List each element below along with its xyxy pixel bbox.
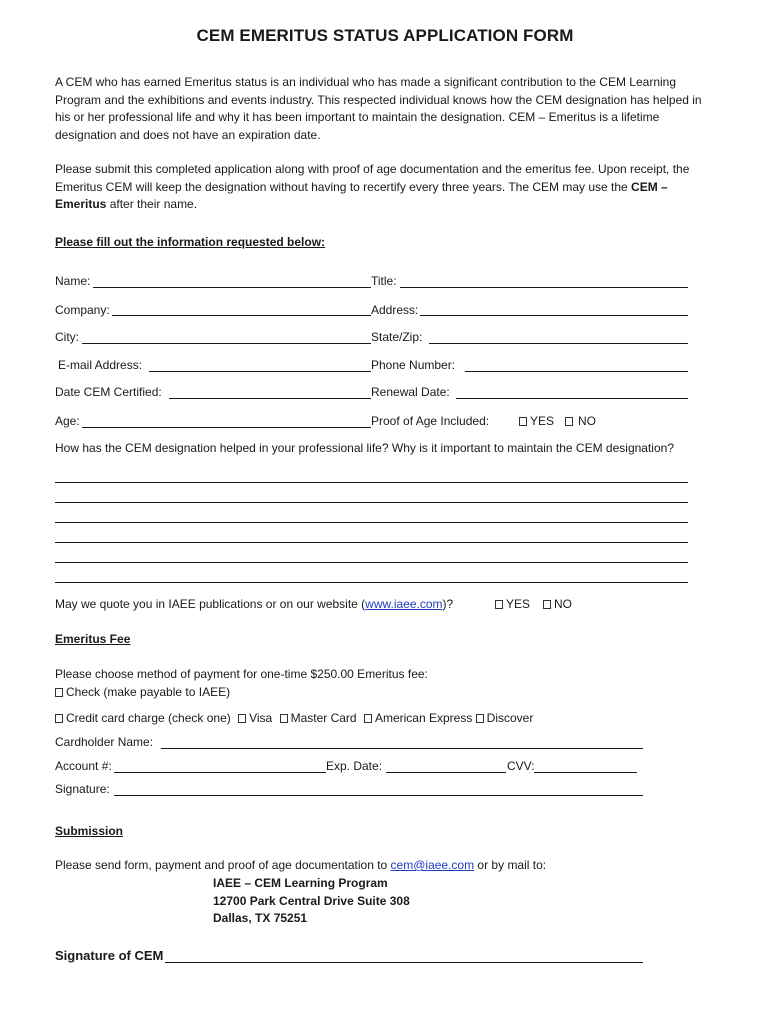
email-link[interactable]: cem@iaee.com [390,858,475,872]
cem-emeritus-bold: CEM – Emeritus [55,179,668,211]
name-field[interactable] [93,287,371,288]
exp-date-field[interactable] [386,772,506,773]
date-certified-field[interactable] [169,398,371,399]
discover-label: Discover [486,711,534,725]
phone-field[interactable] [465,371,688,372]
answer-line[interactable] [55,522,688,523]
proof-of-age-label: Proof of Age Included: [371,414,490,428]
credit-card-label: Credit card charge (check one) [66,711,231,725]
cvv-field[interactable] [534,772,637,773]
form-title: CEM EMERITUS STATUS APPLICATION FORM [196,26,574,45]
company-field[interactable] [112,315,371,316]
signature-of-cem-label: Signature of CEM [55,948,164,963]
answer-line[interactable] [55,482,688,483]
fill-out-heading: Please fill out the information requested below: [55,235,326,249]
state-zip-label: State/Zip: [371,330,423,344]
payment-instruction: Please choose method of payment for one-time $250.00 Emeritus fee: [55,667,428,681]
checkbox-icon[interactable] [280,714,288,723]
checkbox-icon[interactable] [238,714,246,723]
cardholder-field[interactable] [161,748,643,749]
proof-no-option[interactable] [565,414,596,428]
quote-permission [55,597,453,611]
checkbox-icon[interactable] [55,688,63,697]
cardholder-label: Cardholder Name: [55,735,154,749]
name-label: Name: [55,274,91,288]
quote-yes-option[interactable] [495,597,530,611]
signature-field[interactable] [114,795,643,796]
checkbox-icon[interactable] [519,417,527,426]
answer-line[interactable] [55,582,688,583]
exp-date-label: Exp. Date: [326,759,383,773]
title-field[interactable] [400,287,688,288]
answer-line[interactable] [55,502,688,503]
title-label: Title: [371,274,397,288]
phone-label: Phone Number: [371,358,456,372]
age-field[interactable] [82,427,371,428]
designation-question: How has the CEM designation helped in your professional life? Why is it important to maintain the CEM designation? [55,441,674,455]
intro-paragraph: A CEM who has earned Emeritus status is an individual who has made a significant contribution to the CEM Learning Program and the exhibitions and events industry. This respected individual knows how the CEM designation has helped in his or her professional life and why it has been important to maintain the designation. CEM – Emeritus is a lifetime designation and does not have an expiration date. [55,75,702,142]
checkbox-icon[interactable] [476,714,484,723]
checkbox-icon[interactable] [565,417,573,426]
quote-no-option[interactable] [543,597,572,611]
company-label: Company: [55,303,110,317]
proof-yes-label: YES [530,414,555,428]
check-option[interactable] [55,685,230,699]
signature-of-cem-field[interactable] [165,962,643,963]
renewal-date-label: Renewal Date: [371,385,450,399]
submission-text: Please send form, payment and proof of age documentation to [55,858,391,872]
submit-instructions-text: Please submit this completed application along with proof of age documentation and the emeritus fee. Upon receipt, the Emeritus CEM will keep the designation without having to recertify every three years. The CEM may use the [55,162,690,194]
quote-no-label: NO [554,597,572,611]
quote-yes-label: YES [506,597,531,611]
signature-label: Signature: [55,782,110,796]
checkbox-icon[interactable] [55,714,63,723]
submit-instructions-paragraph [55,161,720,214]
submission-text-end: or by mail to: [474,858,547,872]
checkbox-icon[interactable] [364,714,372,723]
checkbox-icon[interactable] [543,600,551,609]
email-field[interactable] [149,371,371,372]
quote-text: May we quote you in IAEE publications or on our website ( [55,597,366,611]
proof-yes-option[interactable] [519,414,554,428]
check-label: Check (make payable to IAEE) [66,685,231,699]
city-label: City: [55,330,79,344]
mail-address-line-1: IAEE – CEM Learning Program [213,876,388,890]
answer-line[interactable] [55,542,688,543]
address-label: Address: [371,303,419,317]
address-field[interactable] [420,315,688,316]
mastercard-label: Master Card [290,711,357,725]
state-zip-field[interactable] [429,343,688,344]
mail-address-line-3: Dallas, TX 75251 [213,911,308,925]
website-link[interactable]: www.iaee.com [365,597,443,611]
amex-label: American Express [374,711,473,725]
mail-address-line-2: 12700 Park Central Drive Suite 308 [213,894,410,908]
submission-heading: Submission [55,824,124,838]
account-label: Account #: [55,759,112,773]
renewal-date-field[interactable] [456,398,688,399]
submission-instructions [55,858,546,872]
account-field[interactable] [114,772,326,773]
cvv-label: CVV: [507,759,535,773]
answer-line[interactable] [55,562,688,563]
city-field[interactable] [82,343,371,344]
age-label: Age: [55,414,80,428]
visa-label: Visa [249,711,273,725]
submit-instructions-end: after their name. [106,197,198,211]
quote-text-end: )? [442,597,454,611]
checkbox-icon[interactable] [495,600,503,609]
proof-no-label: NO [578,414,596,428]
date-certified-label: Date CEM Certified: [55,385,162,399]
email-label: E-mail Address: [58,358,143,372]
credit-card-row [55,711,533,725]
emeritus-fee-heading: Emeritus Fee [55,632,131,646]
